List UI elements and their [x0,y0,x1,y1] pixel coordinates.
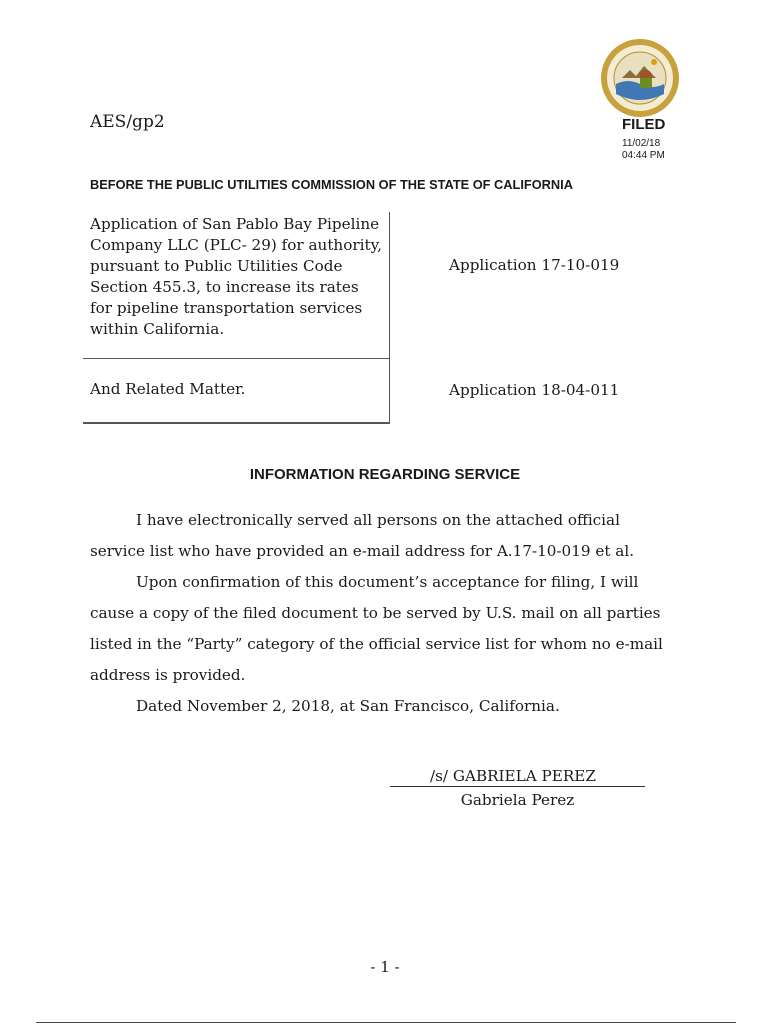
body-text [90,505,666,722]
filed-stamp-time: 04:44 PM [622,150,665,161]
caption-application-number: Application 17-10-019 [449,256,620,274]
footer-rule [36,1022,736,1023]
document-title: INFORMATION REGARDING SERVICE [249,466,521,483]
signature-line: /s/ GABRIELA PEREZ [390,767,645,787]
caption-matter-description: Application of San Pablo Bay Pipeline Company LLC (PLC- 29) for authority, pursuant to Public Utilities Code Section 455.3, to increase its rates for pipeline transportation services within California. [90,215,382,338]
filed-stamp-date: 11/02/18 [622,138,661,149]
body-paragraph: Upon confirmation of this document’s acceptance for filing, I will cause a copy of the filed document to be served by U.S. mail on all parties listed in the “Party” category of the official service list for whom no e-mail address is provided. [90,573,663,684]
body-paragraph-date: Dated November 2, 2018, at San Francisco, California. [136,697,560,715]
caption-related-application-number: Application 18-04-011 [449,381,620,399]
signature-block [390,767,645,809]
caption-divider-horizontal [83,358,390,359]
author-code: AES/gp2 [90,112,165,132]
filed-stamp-label: FILED [622,116,666,133]
signatory-name: Gabriela Perez [460,791,575,809]
body-paragraph: I have electronically served all persons on the attached official service list who have provided an e-mail address for A.17-10-019 et al. [90,511,635,560]
california-puc-seal-icon [600,38,680,118]
caption-divider-vertical [389,212,390,424]
caption-divider-bottom [83,422,390,424]
caption-related-matter: And Related Matter. [90,380,246,398]
case-caption [83,212,663,424]
commission-heading: BEFORE THE PUBLIC UTILITIES COMMISSION OF THE STATE OF CALIFORNIA [90,177,573,192]
page-number: - 1 - [370,958,400,976]
